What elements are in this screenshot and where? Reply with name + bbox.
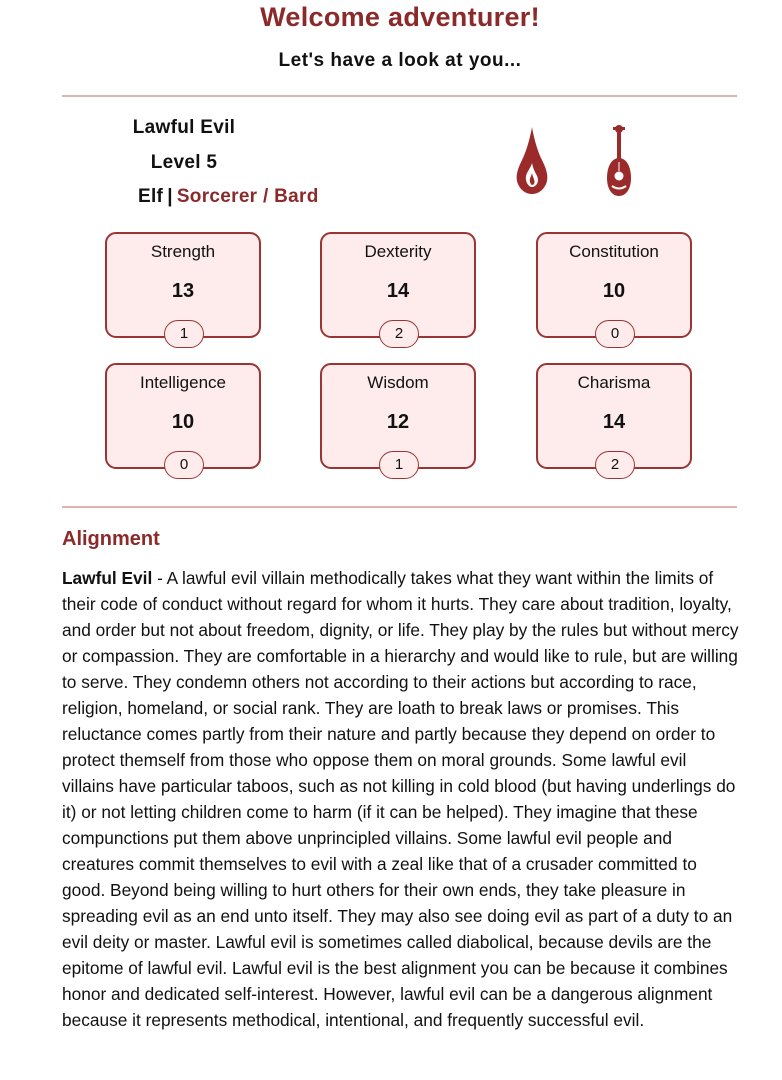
bard-lute-icon bbox=[604, 124, 634, 203]
stat-name: Wisdom bbox=[367, 373, 429, 392]
stat-modifier: 0 bbox=[595, 320, 635, 348]
stat-score: 14 bbox=[602, 411, 626, 433]
stat-name: Dexterity bbox=[364, 242, 432, 261]
character-alignment: Lawful Evil bbox=[132, 117, 236, 138]
character-class: Sorcerer / Bard bbox=[176, 186, 319, 207]
stat-card-dexterity bbox=[320, 232, 476, 342]
race-class-separator: | bbox=[167, 186, 173, 207]
stat-card-wisdom bbox=[320, 363, 476, 473]
section-divider bbox=[62, 506, 737, 508]
alignment-dash: - bbox=[152, 568, 167, 588]
stat-score: 10 bbox=[602, 280, 626, 302]
character-race: Elf bbox=[138, 186, 164, 207]
top-divider bbox=[62, 95, 737, 97]
stat-card-strength bbox=[105, 232, 261, 342]
alignment-heading: Alignment bbox=[62, 528, 160, 550]
stat-modifier: 2 bbox=[379, 320, 419, 348]
stat-modifier: 1 bbox=[164, 320, 204, 348]
stat-modifier: 0 bbox=[164, 451, 204, 479]
stat-name: Intelligence bbox=[139, 373, 226, 392]
character-level: Level 5 bbox=[150, 152, 218, 173]
alignment-description bbox=[62, 565, 742, 1033]
stat-card-charisma bbox=[536, 363, 692, 473]
stat-card-constitution bbox=[536, 232, 692, 342]
stat-score: 13 bbox=[171, 280, 195, 302]
stat-name: Strength bbox=[150, 242, 216, 261]
character-race-class bbox=[90, 186, 398, 208]
stat-name: Charisma bbox=[577, 373, 651, 392]
sorcerer-flame-drop-icon bbox=[515, 126, 549, 201]
stat-modifier: 2 bbox=[595, 451, 635, 479]
page-subtitle: Let's have a look at you... bbox=[278, 50, 522, 71]
stat-card-intelligence bbox=[105, 363, 261, 473]
stat-score: 12 bbox=[386, 411, 410, 433]
stat-score: 10 bbox=[171, 411, 195, 433]
page-title: Welcome adventurer! bbox=[260, 2, 540, 32]
alignment-text: A lawful evil villain methodically takes what they want within the limits of their code of conduct without regard for whom it hurts. They care about tradition, loyalty, and order but not about freedom, dignity, or life. They play by the rules but without mercy or compassion. They are comfortable in a hierarchy and would like to rule, but are willing to serve. They condemn others not according to their actions but according to race, religion, homeland, or social rank. They are loath to break laws or promises. This reluctance comes partly from their nature and partly because they depend on order to protect themself from those who oppose them on moral grounds. Some lawful evil villains have particular taboos, such as not killing in cold blood (but having underlings do it) or not letting children come to harm (if it can be helped). They imagine that these compunctions put them above unprincipled villains. Some lawful evil people and creatures commit themselves to evil with a zeal like that of a crusader committed to good. Beyond being willing to hurt others for their own ends, they take pleasure in spreading evil as an end unto itself. They may also see doing evil as part of a duty to an evil deity or master. Lawful evil is sometimes called diabolical, because devils are the epitome of lawful evil. Lawful evil is the best alignment you can be because it combines honor and dedicated self-interest. However, lawful evil can be a dangerous alignment because it represents methodical, intentional, and frequently successful evil. bbox=[62, 568, 739, 1030]
alignment-term: Lawful Evil bbox=[62, 568, 153, 588]
stat-name: Constitution bbox=[569, 242, 659, 261]
stat-modifier: 1 bbox=[379, 451, 419, 479]
stat-score: 14 bbox=[386, 280, 410, 302]
